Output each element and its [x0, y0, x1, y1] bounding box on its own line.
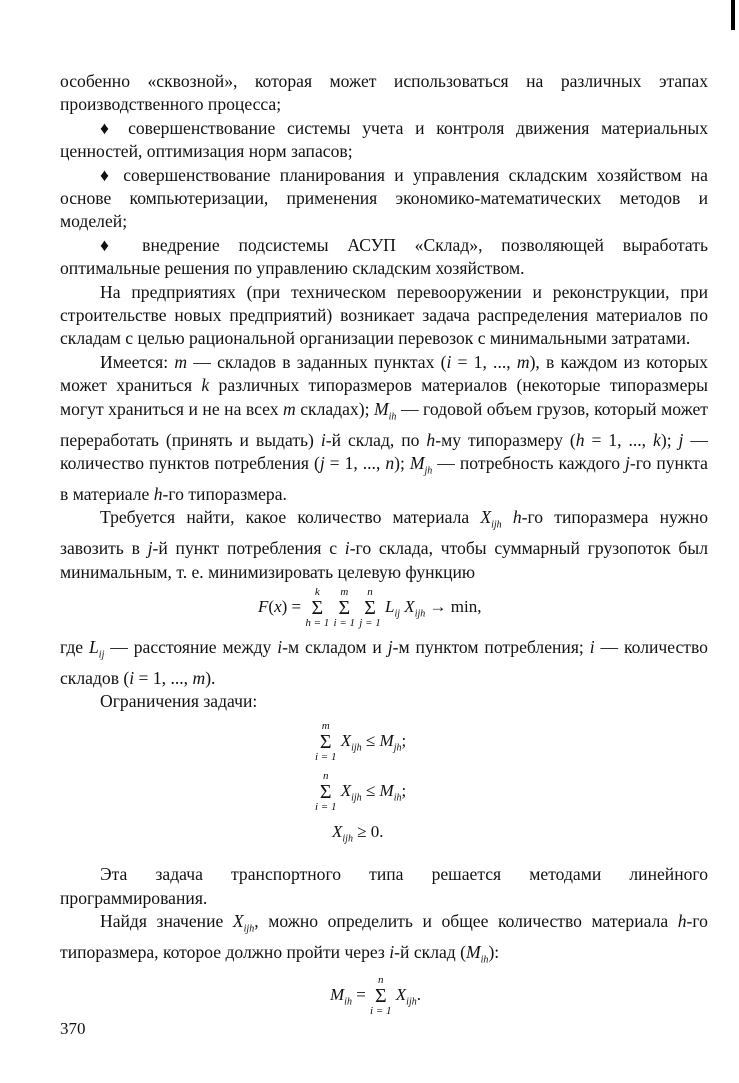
paragraph-found-value: Найдя значение $X_{ijh}$, можно определить и общее количество материала h-го типоразмера, которое должно пройти через i-й склад $(M_{ih})$: [60, 911, 708, 966]
constraint-2: n Σ i = 1 $X_{ijh} \le M_{ih}$; [315, 769, 407, 813]
bullet-asup: ♦ внедрение подсистемы АСУП «Склад», позволяющей выработать оптимальные решения по управлению складским хозяйством. [60, 234, 708, 279]
paragraph-given: Имеется: m — складов в заданных пунктах (i = 1, ..., m), в каждом из которых может храниться k различных типоразмеров материалов (некоторые типоразмеры могут храниться и не на всех m складах); $M_{ih}$ — годовой объем грузов, который может переработать (принять и выдать) i-й склад, по h-му типоразмеру (h = 1, ..., k); j — количество пунктов потребления (j = 1, ..., n); $M_{jh}$ — потребность каждого j-го пункта в материале h-го типоразмера. [60, 351, 708, 504]
paragraph-where: где $L_{ij}$ — расстояние между i-м складом и j-м пунктом потребления; i — количество складов (i = 1, ..., m). [60, 637, 708, 688]
constraint-3: $X_{ijh} \ge 0$. [332, 821, 384, 845]
constraint-1: m Σ i = 1 $X_{ijh} \le M_{jh}$; [315, 719, 407, 763]
page-body [60, 70, 708, 1018]
objective-formula: F(x) = k Σ h = 1 m Σ i = 1 n Σ j = 1 $L_{ij}$ $X_{ijh} \to \min$, [258, 586, 482, 630]
paragraph-transport-type: Эта задача транспортного типа решается методами линейного программирования. [60, 864, 708, 908]
paragraph-1: особенно «сквозной», которая может использоваться на различных этапах производственного процесса; [60, 71, 708, 115]
aggregate-formula: $M_{ih}$ = n Σ i = 1 $X_{ijh}$. [330, 973, 421, 1017]
bullet-planning: ♦ совершенствование планирования и управления складским хозяйством на основе компьютеризации, применения экономико-математических методов и моделей; [60, 164, 708, 232]
page-number: 370 [60, 1019, 86, 1038]
bullet-accounting: ♦ совершенствование системы учета и контроля движения материальных ценностей, оптимизация норм запасов; [60, 117, 708, 162]
paragraph-required: Требуется найти, какое количество материала $X_{ijh}$ h-го типоразмера нужно завозить в j-й пункт потребления с i-го склада, чтобы суммарный грузопоток был минимальным, т. е. минимизировать целевую функцию [60, 507, 708, 582]
page-edge-mark [731, 0, 735, 30]
paragraph-constraints-heading: Ограничения задачи: [100, 691, 258, 712]
paragraph-enterprises: На предприятиях (при техническом перевооружении и реконструкции, при строительстве новых предприятий) возникает задача распределения материалов по складам с целью рациональной организации перевозок с минимальными затратами. [60, 281, 708, 349]
